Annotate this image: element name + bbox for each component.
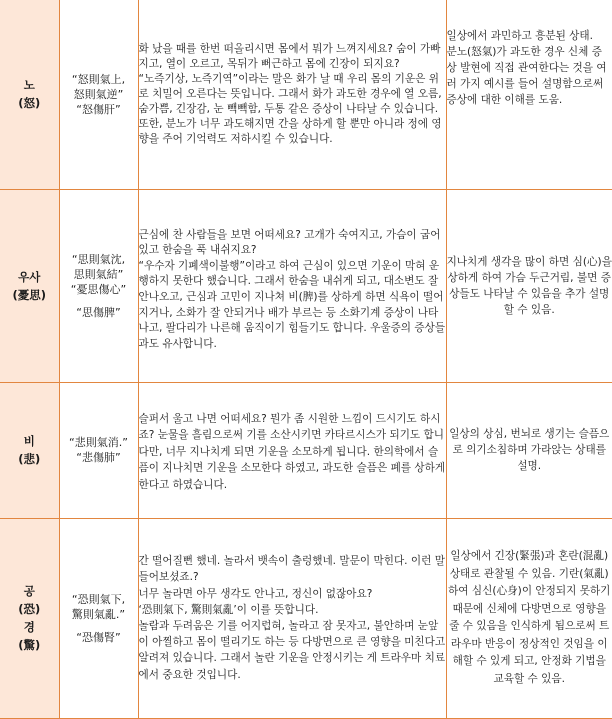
classic-quote: “悲傷肺” xyxy=(60,450,138,465)
emotion-name-cell xyxy=(0,382,59,518)
description-paragraph: 화 났을 때를 한번 떠올리시면 몸에서 뭐가 느껴지세요? 숨이 가빠지고, 열이 오르고, 목뒤가 뻐근하고 몸에 긴장이 되지요? xyxy=(139,42,446,72)
note-cell xyxy=(446,0,612,189)
note-paragraph: 일상의 상심, 번뇌로 생기는 슬픔으로 의기소침하며 가라앉는 상태를 설명. xyxy=(447,426,612,474)
emotion-hanja: (悲) xyxy=(0,450,59,468)
description-paragraph: 근심에 찬 사람들을 보면 어떠세요? 고개가 숙여지고, 가슴이 굽어있고 한숨을 푹 내쉬지요? xyxy=(139,228,446,259)
table-row-worry xyxy=(0,189,612,382)
classic-quote: “憂思傷心” xyxy=(60,282,138,297)
description-paragraph: 너무 놀라면 아무 생각도 안나고, 정신이 없잖아요? xyxy=(139,586,446,602)
description-paragraph: ‘恐則氣下, 驚則氣亂’이 이를 뜻합니다. xyxy=(139,602,446,618)
classic-quote: “怒傷肝” xyxy=(60,102,138,117)
note-cell xyxy=(446,189,612,382)
emotion-name: 우사 xyxy=(0,268,59,286)
note-paragraph: 지나치게 생각을 많이 하면 심(心)을 상하게 하여 가슴 두근거림, 불면 증상들도 나타날 수 있음을 추가 설명할 수 있음. xyxy=(447,254,612,318)
description-paragraph: “노즉기상, 노즉기역”이라는 말은 화가 날 때 우리 몸의 기운은 위로 치밀어 오른다는 뜻입니다. 그래서 화가 과도한 경우에 열 오름, 숨가쁨, 긴장감, 눈 빽빽함, 두통 같은 증상이 나타날 수 있습니다. 또한, 분노가 너무 과도해지면 간을 상하게 할 뿐만 아니라 정에 영향을 주어 기억력도 저하시킬 수 있습니다. xyxy=(139,72,446,147)
note-paragraph: 일상에서 과민하고 흥분된 상태. xyxy=(447,28,612,44)
classic-quote: 思則氣結” xyxy=(60,267,138,282)
description-cell xyxy=(138,0,446,189)
note-cell xyxy=(446,382,612,518)
classic-quote-cell xyxy=(59,382,138,518)
emotion-hanja: (怒) xyxy=(0,94,59,112)
emotion-hanja: (恐) xyxy=(0,600,59,618)
emotion-hanja: (憂思) xyxy=(0,286,59,304)
description-paragraph: 간 떨어질뻔 했네. 놀라서 뱃속이 출렁했네. 말문이 막힌다. 이런 말 들어보셨죠.? xyxy=(139,553,446,585)
table-row-sadness xyxy=(0,382,612,518)
classic-quote-cell xyxy=(59,0,138,189)
emotion-name-cell xyxy=(0,0,59,189)
emotion-name-cell xyxy=(0,189,59,382)
description-cell xyxy=(138,518,446,718)
classic-quote: “恐則氣下, xyxy=(60,592,138,607)
table-row-fear xyxy=(0,518,612,718)
note-cell xyxy=(446,518,612,718)
classic-quote: 怒則氣逆” xyxy=(60,87,138,102)
description-cell xyxy=(138,189,446,382)
note-paragraph: 일상에서 긴장(緊張)과 혼란(混亂) 상태로 관찰될 수 있음. 기란(氣亂)하여 심신(心身)이 안정되지 못하기 때문에 신체에 다방면으로 영향을 줄 수 있음을 인식하게 됨으로써 트라우마 반응이 정상적인 것임을 이해할 수 있게 되고, 안정화 기법을 교육할 수 있음. xyxy=(447,548,612,688)
table-row-anger xyxy=(0,0,612,189)
classic-quote-cell xyxy=(59,189,138,382)
description-paragraph: 놀람과 두려움은 기를 어지럽혀, 놀라고 잠 못자고, 불안하며 눈앞이 아찔하고 몸이 떨리기도 하는 등 다방면으로 큰 영향을 미친다고 알려져 있습니다. 그래서 놀란 기운을 안정시키는 게 트라우마 치료에서 중요한 것입니다. xyxy=(139,618,446,683)
emotion-name: 노 xyxy=(0,76,59,94)
classic-quote: 驚則氣亂.” xyxy=(60,607,138,622)
emotion-hanja: (驚) xyxy=(0,636,59,654)
classic-quote: “恐傷腎” xyxy=(60,630,138,645)
emotion-name: 경 xyxy=(0,618,59,636)
note-paragraph: 분노(怒氣)가 과도한 경우 신체 증상 발현에 직접 관여한다는 것을 여러 가지 예시를 들어 설명함으로써 증상에 대한 이해를 도움. xyxy=(447,44,612,108)
emotion-name: 공 xyxy=(0,582,59,600)
emotion-name-cell xyxy=(0,518,59,718)
classic-quote: “思傷脾” xyxy=(60,305,138,320)
description-cell xyxy=(138,382,446,518)
classic-quote: “怒則氣上, xyxy=(60,72,138,87)
emotion-name: 비 xyxy=(0,432,59,450)
classic-quote: “悲則氣消.” xyxy=(60,435,138,450)
description-paragraph: 슬퍼서 울고 나면 어떠세요? 뭔가 좀 시원한 느낌이 드시기도 하시죠? 눈물을 흘림으로써 기를 소산시키면 카타르시스가 되기도 합니다만, 너무 지나치게 되면 기운을 소모하게 됩니다. 한의학에서 슬픔이 지나치면 기운을 소모한다 하였고, 과도한 슬픔은 폐를 상하게 한다고 하였습니다. xyxy=(139,411,446,494)
classic-quote: “思則氣沈, xyxy=(60,252,138,267)
classic-quote-cell xyxy=(59,518,138,718)
description-paragraph: “우수자 기폐색이불행”이라고 하여 근심이 있으면 기운이 막혀 운행하지 못한다 했습니다. 그래서 한숨을 내쉬게 되고, 대소변도 잘 안나오고, 근심과 고민이 지나쳐 비(脾)를 상하게 하면 식욕이 떨어지거나, 소화가 잘 안되거나 배가 부르는 등 소화기계 증상이 나타나고, 팔다리가 나른해 움직이기 힘들기도 합니다. 우울증의 증상들과도 유사합니다. xyxy=(139,259,446,353)
